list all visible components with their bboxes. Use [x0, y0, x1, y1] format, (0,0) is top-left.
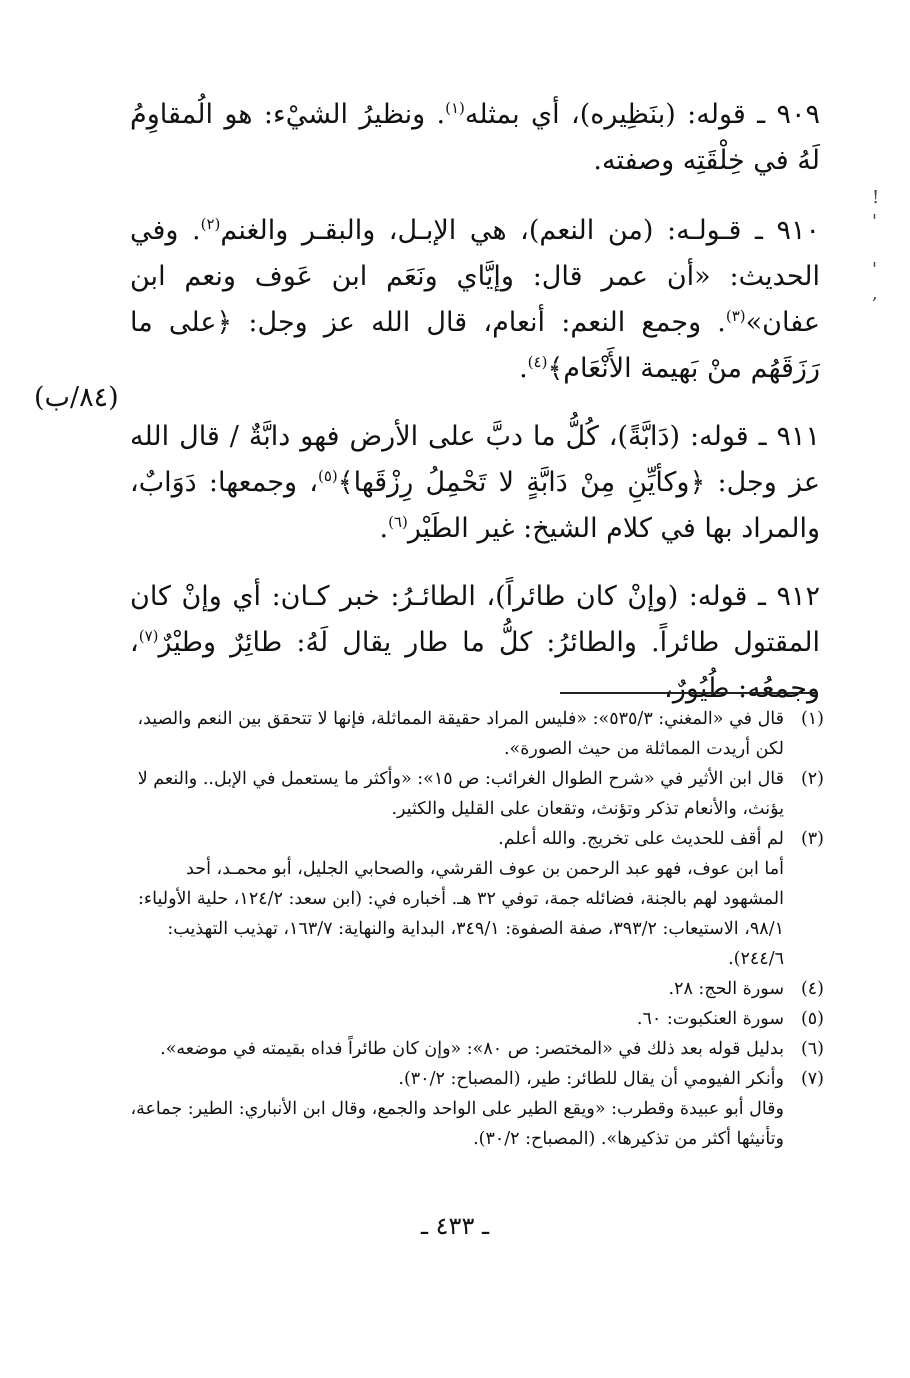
footnote-number: (١)	[800, 709, 824, 729]
footnote-number: (٦)	[800, 1039, 824, 1059]
footnote-item: (٦) بدليل قوله بعد ذلك في «المختصر: ص ٨٠»: «وإن كان طائراً فداه بقيمته في موضعه».	[124, 1034, 824, 1064]
footnote-item: (٥) سورة العنكبوت: ٦٠.	[124, 1004, 824, 1034]
footnote-separator	[560, 692, 818, 694]
footnote-item: (٤) سورة الحج: ٢٨.	[124, 974, 824, 1004]
footnote-number: (٢)	[800, 769, 824, 789]
manuscript-folio-ref: (٨٤/ب)	[34, 382, 119, 413]
footnote-number: (٤)	[800, 979, 824, 999]
footnote-ref[interactable]: (٣)	[725, 307, 746, 325]
footnote-ref[interactable]: (٧)	[138, 627, 159, 645]
footnote-ref[interactable]: (١)	[445, 99, 465, 117]
paragraph-909: ٩٠٩ ـ قوله: (بنَظِيره)، أي بمثله$^{(١)}$. ونظيرُ الشيْء: هو الُمقاوِمُ لَهُ في خِلْقَتِه وصفته.	[130, 99, 820, 176]
footnote-item: (١) قال في «المغني: ٥٣٥/٣»: «فليس المراد حقيقة المماثلة، فإنها لا تتحقق بين النعم والصيد، لكن أريدت المماثلة من حيث الصورة».	[124, 704, 824, 764]
footnote-ref[interactable]: (٢)	[200, 215, 221, 233]
page-number: ـ ٤٣٣ ـ	[420, 1212, 489, 1240]
main-text	[130, 92, 820, 734]
paragraph-912: ٩١٢ ـ قوله: (وإنْ كان طائراً)، الطائـرُ: خبر كـان: أي وإنْ كان المقتول طائراً. والطائرُ: كلُّ ما طار يقال لَهُ: طائِرٌ وطيْرٌ$^{(٧)}$، وجمعُه: طُيُورٌ،	[130, 581, 820, 704]
footnote-number: (٥)	[800, 1009, 824, 1029]
footnotes	[124, 704, 824, 1154]
footnote-item: (٢) قال ابن الأثير في «شرح الطوال الغرائب: ص ١٥»: «وأكثر ما يستعمل في الإبل.. والنعم لا يؤنث، والأنعام تذكر وتؤنث، وتقعان على القليل والكثير.	[124, 764, 824, 824]
footnote-item: (٧) وأنكر الفيومي أن يقال للطائر: طير، (المصباح: ٣٠/٢). وقال أبو عبيدة وقطرب: «ويقع الطير على الواحد والجمع، وقال ابن الأنباري: الطير: جماعة، وتأنيثها أكثر من تذكيرها». (المصباح: ٣٠/٢).	[124, 1064, 824, 1154]
footnote-ref[interactable]: (٤)	[527, 353, 548, 371]
footnote-number: (٧)	[800, 1069, 824, 1089]
footnote-ref[interactable]: (٥)	[317, 467, 338, 485]
paragraph-911: ٩١١ ـ قوله: (دَابَّةً)، كُلُّ ما دبَّ على الأرض فهو دابَّةٌ / قال الله عز وجل: ﴿وكأيِّنِ مِنْ دَابَّةٍ لا تَحْمِلُ رِزْقَها﴾$^{(٥)}$، وجمعها: دَوَابٌ، والمراد بها في كلام الشيخ: غير الطَيْر$^{(٦)}$.	[130, 421, 820, 544]
footnote-ref[interactable]: (٦)	[388, 513, 408, 531]
footnote-number: (٣)	[800, 829, 824, 849]
footnote-item: (٣) لم أقف للحديث على تخريج. والله أعلم. أما ابن عوف، فهو عبد الرحمن بن عوف القرشي، والصحابي الجليل، أبو محمـد، أحد المشهود لهم بالجنة، فضائله جمة، توفي ٣٢ هـ. أخباره في: (ابن سعد: ١٢٤/٢، حلية الأولياء: ٩٨/١، الاستيعاب: ٣٩٣/٢، صفة الصفوة: ٣٤٩/١، البداية والنهاية: ١٦٣/٧، تهذيب التهذيب: ٢٤٤/٦).	[124, 824, 824, 974]
margin-marks: ! ' ' ,	[872, 187, 880, 304]
paragraph-910: ٩١٠ ـ قـولـه: (من النعم)، هي الإبـل، والبقـر والغنم$^{(٢)}$. وفي الحديث: «أن عمر قال: وإيَّاي ونَعَم ابن عَوف ونعم ابن عفان»$^{(٣)}$. وجمع النعم: أنعام، قال الله عز وجل: ﴿على ما رَزَقَهُم منْ بَهيمة الأَنْعَام﴾$^{(٤)}$.	[130, 215, 820, 384]
